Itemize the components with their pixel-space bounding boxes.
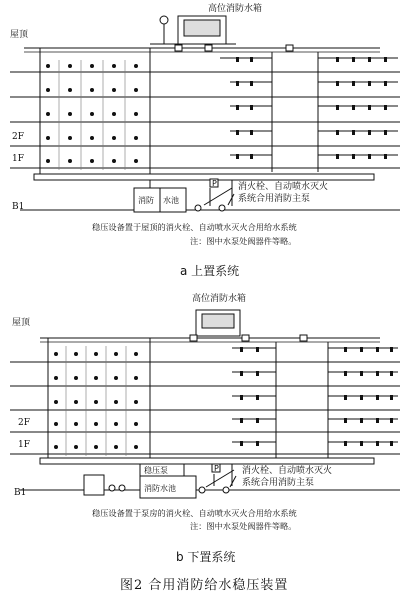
floor-label-b1-b: B1	[14, 488, 27, 498]
floor-label-1f-a: 1F	[12, 154, 24, 164]
pool-label-b: 消防水池	[144, 484, 176, 493]
caption-line2-b: 注：图中水泵处阀器件等略。	[190, 521, 297, 531]
floor-label-roof-b: 屋顶	[12, 318, 31, 328]
roof-tank-equipment-b	[202, 314, 234, 328]
pump-note-line1-b: 消火栓、自动喷水灭火	[242, 466, 333, 476]
roof-tank-equipment-a	[184, 20, 220, 36]
caption-line2-a: 注：图中水泵处阀器件等略。	[190, 236, 297, 246]
floor-label-2f-a: 2F	[12, 132, 24, 142]
stabilizer-vessel-a	[160, 16, 168, 24]
floor-label-1f-b: 1F	[18, 440, 30, 450]
pressure-label-b: P	[214, 464, 219, 473]
panel-a-diagram	[10, 16, 400, 212]
stabilizer-pump-label-b: 稳压泵	[144, 466, 168, 475]
system-label-a: a 上置系统	[180, 264, 240, 278]
system-label-b: b 下置系统	[176, 550, 236, 564]
pump-note-line2-a: 系统合用消防主泵	[238, 194, 311, 204]
pool-label-right-a: 水池	[163, 196, 179, 205]
floor-label-b1-a: B1	[12, 202, 25, 212]
pump-note-line1-a: 消火栓、自动喷水灭火	[238, 182, 329, 192]
panel-b-diagram	[10, 310, 400, 498]
ground-slab-a	[34, 174, 374, 180]
floor-label-roof-a: 屋顶	[10, 30, 29, 40]
floor-label-2f-b: 2F	[18, 418, 30, 428]
stabilizer-tank-b	[84, 475, 104, 495]
pool-label-left-a: 消防	[138, 196, 154, 205]
hydrant-cabinets-b	[54, 352, 138, 449]
caption-line1-b: 稳压设备置于泵房的消火栓、自动喷水灭火合用给水系统	[92, 508, 297, 518]
pressure-label-a: P	[212, 179, 217, 188]
pump-note-line2-b: 系统合用消防主泵	[242, 478, 315, 488]
figure-caption: 图2 合用消防给水稳压装置	[120, 578, 289, 593]
roof-tank-label-a: 高位消防水箱	[208, 4, 263, 14]
ground-slab-b	[40, 458, 374, 464]
roof-tank-label-b: 高位消防水箱	[192, 294, 247, 304]
hydrant-cabinets-a	[46, 64, 138, 163]
caption-line1-a: 稳压设备置于屋顶的消火栓、自动喷水灭火合用给水系统	[92, 222, 297, 232]
